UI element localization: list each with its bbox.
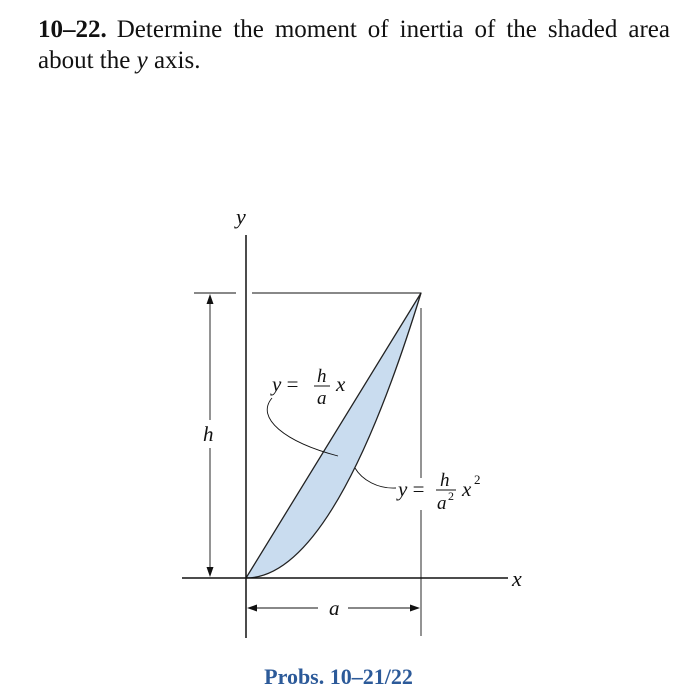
parabola-eq-y: y <box>398 477 408 501</box>
shaded-area <box>246 293 421 578</box>
parabola-equation-lhs <box>396 477 424 501</box>
parabola-eq-variable-exponent: 2 <box>474 472 481 487</box>
problem-text: Determine the moment of inertia of the shaded area about the <box>38 16 670 74</box>
parabola-equation <box>396 470 481 514</box>
a-arrow-left <box>247 605 257 612</box>
width-label: a <box>329 596 340 620</box>
line-eq-variable: x <box>336 372 346 396</box>
figure-caption: Probs. 10–21/22 <box>264 664 413 689</box>
problem-text-end: axis. <box>147 47 201 74</box>
x-axis-label: x <box>512 566 522 591</box>
line-eq-equals: = <box>281 372 299 396</box>
parabola-eq-numerator: h <box>440 470 450 491</box>
y-axis-label: y <box>236 204 246 229</box>
line-equation-lhs <box>270 372 298 396</box>
parabola-eq-denominator-exponent: 2 <box>448 489 454 503</box>
parabola-eq-denominator: a <box>437 493 447 514</box>
line-eq-y: y <box>272 372 282 396</box>
problem-axis-variable: y <box>136 47 148 74</box>
line-equation <box>270 366 346 409</box>
h-arrow-bottom <box>207 567 214 577</box>
parabola-eq-equals: = <box>407 477 425 501</box>
a-arrow-right <box>410 605 420 612</box>
parabola-eq-variable: x <box>462 477 472 501</box>
height-label: h <box>203 422 214 446</box>
line-eq-denominator: a <box>317 388 327 409</box>
line-eq-numerator: h <box>317 366 327 387</box>
problem-number: 10–22. <box>38 16 107 43</box>
parabola-equation-leader <box>355 468 396 488</box>
h-arrow-top <box>207 294 214 304</box>
